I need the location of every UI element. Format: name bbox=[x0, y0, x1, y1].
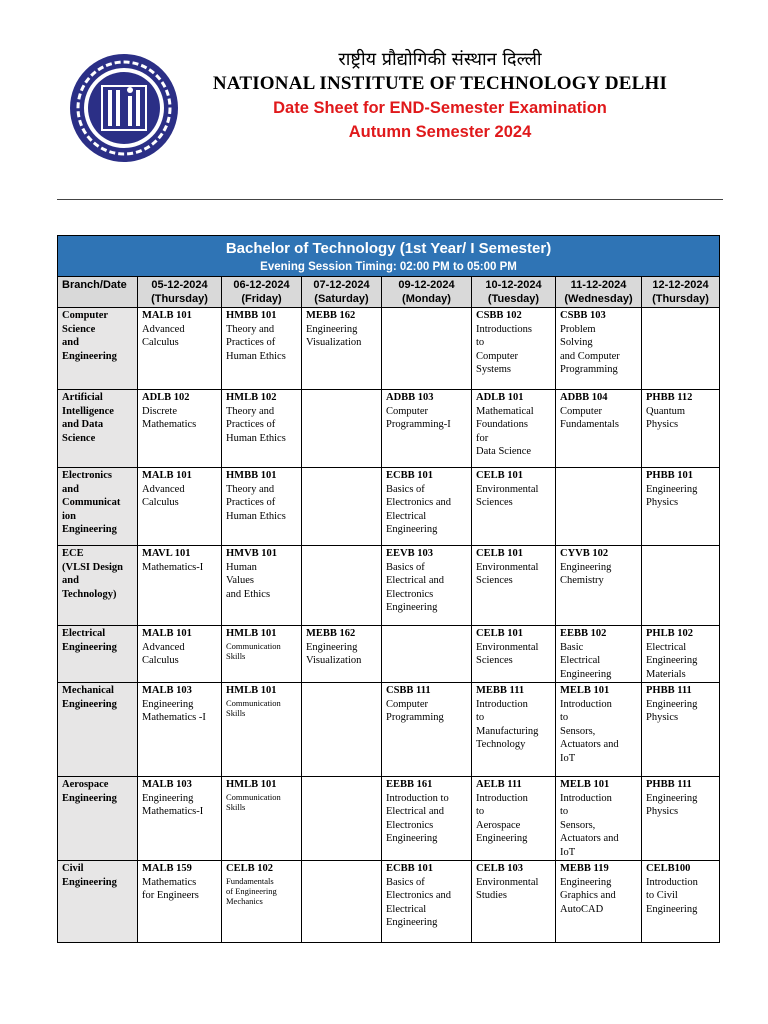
exam-cell bbox=[642, 626, 720, 683]
table-row bbox=[58, 626, 720, 683]
exam-cell bbox=[302, 546, 382, 626]
course-code: PHBB 111 bbox=[646, 779, 692, 790]
table-banner bbox=[58, 236, 720, 277]
course-name: Electrical Engineering Materials bbox=[646, 641, 698, 680]
exam-day: (Wednesday) bbox=[564, 293, 633, 305]
date-header bbox=[222, 277, 302, 308]
exam-cell bbox=[138, 861, 222, 943]
exam-day: (Thursday) bbox=[652, 293, 709, 305]
exam-cell bbox=[382, 777, 472, 861]
course-code: CELB 101 bbox=[476, 470, 523, 481]
date-header bbox=[642, 277, 720, 308]
exam-day: (Monday) bbox=[402, 293, 451, 305]
course-name: Introduction to Aerospace Engineering bbox=[476, 792, 528, 844]
branch-name bbox=[58, 390, 138, 468]
course-name: Advanced Calculus bbox=[142, 483, 185, 508]
exam-cell bbox=[556, 861, 642, 943]
course-code: HMBB 101 bbox=[226, 470, 277, 481]
course-name: Basics of Electronics and Electrical Engineering bbox=[386, 876, 452, 928]
table-body bbox=[58, 308, 720, 943]
exam-cell bbox=[222, 546, 302, 626]
course-code: CYVB 102 bbox=[560, 548, 609, 559]
course-code: MEBB 119 bbox=[560, 863, 609, 874]
exam-cell bbox=[138, 546, 222, 626]
course-name: Environmental Studies bbox=[476, 876, 539, 901]
course-code: CELB 103 bbox=[476, 863, 523, 874]
course-code: ADBB 104 bbox=[560, 392, 608, 403]
course-name: Engineering Graphics and AutoCAD bbox=[560, 876, 616, 915]
course-code: AELB 111 bbox=[476, 779, 522, 790]
date-header bbox=[302, 277, 382, 308]
date-header bbox=[472, 277, 556, 308]
exam-cell bbox=[302, 390, 382, 468]
exam-cell bbox=[302, 861, 382, 943]
course-name: Communication Skills bbox=[226, 640, 281, 661]
exam-cell bbox=[222, 683, 302, 777]
course-code: CSBB 102 bbox=[476, 310, 522, 321]
course-code: MALB 101 bbox=[142, 310, 192, 321]
branch-name bbox=[58, 308, 138, 390]
course-name: Engineering Visualization bbox=[306, 641, 362, 666]
course-name: Advanced Calculus bbox=[142, 323, 185, 348]
course-name: Environmental Sciences bbox=[476, 483, 539, 508]
exam-cell bbox=[302, 626, 382, 683]
course-code: PHBB 101 bbox=[646, 470, 693, 481]
exam-cell bbox=[556, 683, 642, 777]
course-name: Engineering Mathematics -I bbox=[142, 698, 206, 723]
date-header bbox=[556, 277, 642, 308]
exam-cell bbox=[642, 861, 720, 943]
branch-label: ECE (VLSI Design and Technology) bbox=[62, 548, 123, 600]
date-header bbox=[138, 277, 222, 308]
exam-cell bbox=[556, 390, 642, 468]
exam-cell bbox=[222, 861, 302, 943]
course-name: Quantum Physics bbox=[646, 405, 686, 430]
course-code: HMLB 101 bbox=[226, 685, 277, 696]
program-title: Bachelor of Technology (1st Year/ I Semester) bbox=[225, 240, 552, 257]
exam-cell bbox=[642, 546, 720, 626]
branch-label: Aerospace Engineering bbox=[62, 779, 117, 804]
course-name: Engineering Physics bbox=[646, 698, 698, 723]
course-code: HMLB 102 bbox=[226, 392, 277, 403]
exam-cell bbox=[382, 683, 472, 777]
header-divider bbox=[57, 199, 723, 200]
course-code: MALB 159 bbox=[142, 863, 192, 874]
exam-cell bbox=[382, 390, 472, 468]
course-code: HMLB 101 bbox=[226, 779, 277, 790]
exam-cell bbox=[642, 468, 720, 546]
course-code: CELB100 bbox=[646, 863, 691, 874]
course-name: Mathematics for Engineers bbox=[142, 876, 199, 901]
course-code: PHBB 111 bbox=[646, 685, 692, 696]
table-row bbox=[58, 308, 720, 390]
course-code: ADLB 102 bbox=[142, 392, 190, 403]
table-row bbox=[58, 777, 720, 861]
date-header-row bbox=[58, 277, 720, 308]
table-row bbox=[58, 861, 720, 943]
exam-date: 05-12-2024 bbox=[151, 279, 208, 291]
course-name: Engineering Visualization bbox=[306, 323, 362, 348]
session-timing: Evening Session Timing: 02:00 PM to 05:00 PM bbox=[260, 261, 517, 273]
course-name: Computer Programming-I bbox=[386, 405, 451, 430]
branch-label: Computer Science and Engineering bbox=[62, 310, 117, 362]
course-code: CELB 101 bbox=[476, 628, 523, 639]
course-name: Communication Skills bbox=[226, 697, 281, 718]
course-code: MEBB 162 bbox=[306, 628, 356, 639]
course-name: Introductions to Computer Systems bbox=[476, 323, 532, 375]
course-name: Basics of Electronics and Electrical Engineering bbox=[386, 483, 452, 535]
course-code: MEBB 162 bbox=[306, 310, 356, 321]
branch-name bbox=[58, 626, 138, 683]
course-name: Introduction to Manufacturing Technology bbox=[476, 698, 539, 750]
exam-cell bbox=[472, 546, 556, 626]
exam-cell bbox=[138, 468, 222, 546]
institute-name-hindi: राष्ट्रीय प्रौद्योगिकी संस्थान दिल्ली bbox=[338, 49, 542, 70]
branch-name bbox=[58, 777, 138, 861]
course-code: MALB 103 bbox=[142, 685, 192, 696]
exam-cell bbox=[472, 308, 556, 390]
course-code: EEVB 103 bbox=[386, 548, 433, 559]
exam-cell bbox=[382, 626, 472, 683]
exam-cell bbox=[642, 777, 720, 861]
course-code: PHBB 112 bbox=[646, 392, 693, 403]
course-name: Basics of Electrical and Electronics Engineering bbox=[386, 561, 445, 613]
course-name: Mathematics-I bbox=[142, 561, 204, 573]
course-name: Human Values and Ethics bbox=[226, 561, 271, 600]
exam-cell bbox=[138, 683, 222, 777]
course-code: ADBB 103 bbox=[386, 392, 434, 403]
exam-cell bbox=[472, 777, 556, 861]
course-name: Engineering Chemistry bbox=[560, 561, 612, 586]
branch-name bbox=[58, 468, 138, 546]
document-title: Date Sheet for END-Semester Examination bbox=[273, 99, 607, 117]
exam-cell bbox=[556, 308, 642, 390]
course-code: MALB 101 bbox=[142, 628, 192, 639]
course-code: HMBB 101 bbox=[226, 310, 277, 321]
course-name: Discrete Mathematics bbox=[142, 405, 197, 430]
table-row bbox=[58, 390, 720, 468]
course-name: Advanced Calculus bbox=[142, 641, 185, 666]
exam-date: 09-12-2024 bbox=[398, 279, 455, 291]
exam-cell bbox=[556, 468, 642, 546]
exam-cell bbox=[222, 390, 302, 468]
course-code: MAVL 101 bbox=[142, 548, 191, 559]
course-name: Engineering Physics bbox=[646, 483, 698, 508]
exam-cell bbox=[302, 777, 382, 861]
exam-cell bbox=[382, 308, 472, 390]
course-code: CSBB 111 bbox=[386, 685, 431, 696]
exam-day: (Friday) bbox=[241, 293, 282, 305]
exam-date: 12-12-2024 bbox=[652, 279, 709, 291]
course-code: HMVB 101 bbox=[226, 548, 278, 559]
exam-cell bbox=[382, 546, 472, 626]
exam-cell bbox=[302, 683, 382, 777]
exam-cell bbox=[472, 626, 556, 683]
institute-name: NATIONAL INSTITUTE OF TECHNOLOGY DELHI bbox=[212, 73, 668, 94]
exam-date: 07-12-2024 bbox=[313, 279, 370, 291]
course-code: CELB 102 bbox=[226, 863, 273, 874]
course-code: MALB 101 bbox=[142, 470, 192, 481]
exam-cell bbox=[138, 626, 222, 683]
course-code: MELB 101 bbox=[560, 779, 610, 790]
exam-cell bbox=[382, 861, 472, 943]
table-row bbox=[58, 683, 720, 777]
branch-label: Mechanical Engineering bbox=[62, 685, 117, 710]
exam-cell bbox=[642, 308, 720, 390]
course-name: Problem Solving and Computer Programming bbox=[560, 323, 620, 375]
exam-cell bbox=[138, 390, 222, 468]
exam-cell bbox=[222, 308, 302, 390]
course-code: MELB 101 bbox=[560, 685, 610, 696]
course-name: Computer Fundamentals bbox=[560, 405, 619, 430]
exam-day: (Thursday) bbox=[151, 293, 208, 305]
exam-day: (Tuesday) bbox=[487, 293, 540, 305]
table-row bbox=[58, 546, 720, 626]
branch-label: Artificial Intelligence and Data Science bbox=[62, 392, 114, 444]
date-sheet-table bbox=[57, 235, 720, 943]
course-code: HMLB 101 bbox=[226, 628, 277, 639]
branch-label: Electronics and Communicat ion Engineering bbox=[62, 470, 121, 535]
date-header bbox=[382, 277, 472, 308]
exam-cell bbox=[472, 468, 556, 546]
course-name: Mathematical Foundations for Data Science bbox=[476, 405, 534, 457]
branch-name bbox=[58, 861, 138, 943]
course-name: Engineering Mathematics-I bbox=[142, 792, 204, 817]
semester-title: Autumn Semester 2024 bbox=[348, 123, 532, 141]
course-name: Introduction to Civil Engineering bbox=[646, 876, 698, 915]
exam-cell bbox=[472, 390, 556, 468]
corner-header: Branch/Date bbox=[58, 277, 138, 308]
exam-cell bbox=[472, 683, 556, 777]
course-name: Environmental Sciences bbox=[476, 561, 539, 586]
course-name: Theory and Practices of Human Ethics bbox=[226, 323, 286, 362]
branch-label: Civil Engineering bbox=[62, 863, 117, 888]
exam-cell bbox=[138, 777, 222, 861]
course-code: CELB 101 bbox=[476, 548, 523, 559]
exam-date: 06-12-2024 bbox=[233, 279, 290, 291]
course-code: PHLB 102 bbox=[646, 628, 693, 639]
branch-name bbox=[58, 546, 138, 626]
course-code: MALB 103 bbox=[142, 779, 192, 790]
course-name: Introduction to Sensors, Actuators and IoT bbox=[560, 792, 619, 858]
exam-date: 11-12-2024 bbox=[570, 279, 627, 291]
document-header bbox=[190, 48, 690, 144]
exam-cell bbox=[556, 546, 642, 626]
exam-cell bbox=[302, 468, 382, 546]
exam-cell bbox=[222, 468, 302, 546]
branch-label: Electrical Engineering bbox=[62, 628, 117, 653]
course-name: Introduction to Electrical and Electronics Engineering bbox=[386, 792, 449, 844]
exam-cell bbox=[138, 308, 222, 390]
course-code: CSBB 103 bbox=[560, 310, 606, 321]
course-code: ECBB 101 bbox=[386, 863, 433, 874]
exam-cell bbox=[642, 683, 720, 777]
exam-cell bbox=[556, 626, 642, 683]
branch-name bbox=[58, 683, 138, 777]
exam-cell bbox=[222, 777, 302, 861]
course-code: EEBB 161 bbox=[386, 779, 433, 790]
exam-day: (Saturday) bbox=[314, 293, 369, 305]
course-code: ECBB 101 bbox=[386, 470, 433, 481]
table-row bbox=[58, 468, 720, 546]
exam-cell bbox=[642, 390, 720, 468]
course-name: Theory and Practices of Human Ethics bbox=[226, 483, 286, 522]
course-name: Theory and Practices of Human Ethics bbox=[226, 405, 286, 444]
institute-logo bbox=[68, 52, 180, 164]
course-name: Introduction to Sensors, Actuators and IoT bbox=[560, 698, 619, 764]
course-name: Computer Programming bbox=[386, 698, 444, 723]
exam-cell bbox=[382, 468, 472, 546]
course-code: ADLB 101 bbox=[476, 392, 524, 403]
course-name: Engineering Physics bbox=[646, 792, 698, 817]
course-name: Fundamentals of Engineering Mechanics bbox=[226, 875, 277, 906]
exam-date: 10-12-2024 bbox=[485, 279, 542, 291]
course-name: Environmental Sciences bbox=[476, 641, 539, 666]
course-code: MEBB 111 bbox=[476, 685, 525, 696]
course-name: Communication Skills bbox=[226, 791, 281, 812]
exam-cell bbox=[556, 777, 642, 861]
exam-cell bbox=[302, 308, 382, 390]
course-code: EEBB 102 bbox=[560, 628, 607, 639]
exam-cell bbox=[222, 626, 302, 683]
course-name: Basic Electrical Engineering bbox=[560, 641, 612, 680]
exam-cell bbox=[472, 861, 556, 943]
